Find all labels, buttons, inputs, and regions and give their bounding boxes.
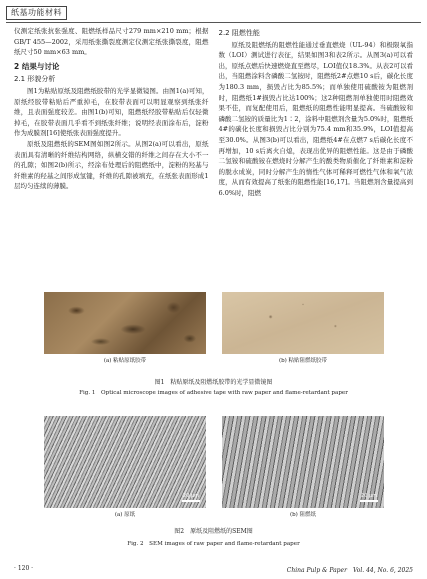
section-label: 纸基功能材料 xyxy=(6,6,67,20)
subfigure-label: (a) 粘贴原纸胶带 xyxy=(103,358,147,364)
paragraph: 原纸及阻燃纸的阻燃性能通过垂直燃烧（UL-94）和极限氧指数（LOI）测试进行表征，结果如图3和表2所示。从图3(a)可以看出，原纸点燃后快速燃烧直至燃尽，LOI值仅18.3%。从表2可以看出，当阻燃涂料含磷酸二氢铵时，阻燃纸2#点燃10 s后，碳化长度为180.3 mm，损毁占比为85.5%；而单独使用硫酸铵为阻燃剂时，阻燃纸1#损毁占比达100%；这2种阻燃剂单独使用时阻燃效果不佳，而复配使用后，阻燃纸的阻燃性能明显提高。当硫酸铵和磷酸二氢铵的质量比为1∶2，涂料中阻燃剂含量为5.0%时，阻燃纸4#的碳化长度和损毁占比分别为75.4 mm和35.9%，LOI值提高至30.0%。从图3(b)可以看出，阻燃纸4#在点燃7 s后碳化长度不再增加，10 s后离火自熄，表现出优异的阻燃性能。这是由于磷酸二氢铵和硫酸铵在燃烧时分解产生的酸类物质催化了纤维素和淀粉的脱水成炭，同时分解产生的惰性气体可稀释可燃性气体和氧气浓度，从而有效提高了纸张的阻燃性能[16,17]。当阻燃剂含量提高到6.0%时，阻燃 xyxy=(218,40,413,197)
figure-1 xyxy=(44,292,384,364)
page-footer xyxy=(14,565,413,574)
section-heading: 2 结果与讨论 xyxy=(14,61,60,71)
paragraph: 原纸及阻燃纸的SEM图如图2所示。从图2(a)可以看出，原纸表面具有清晰的纤维结构网络，纵横交错的纤维之间存在大小不一的孔隙；如图2(b)所示，经涂布处理后的阻燃纸中，淀粉的羟基与纤维素的羟基之间形成氢键，纤维的孔隙被填充，在纸张表面形成1层均匀连续的薄膜。 xyxy=(14,139,209,191)
left-column xyxy=(14,26,209,284)
sem-image-flame-retardant xyxy=(222,416,384,508)
figure-2a xyxy=(44,416,206,518)
subfigure-label: (b) 粘贴阻燃纸胶带 xyxy=(278,358,328,364)
subfigure-label: (a) 原纸 xyxy=(114,512,136,518)
journal-section-header xyxy=(6,6,67,20)
subsection-heading: 2.2 阻燃性能 xyxy=(218,29,260,37)
paragraph: 仪测定纸张抗张强度、阻燃纸样品尺寸279 mm×210 mm；根据GB/T 455—2002，采用纸张撕裂度测定仪测定纸张撕裂度，阻燃纸尺寸50 mm×63 mm。 xyxy=(14,27,209,57)
figure-1a xyxy=(44,292,206,364)
page-number: · 120 · xyxy=(14,565,34,572)
optical-image-raw-paper xyxy=(44,292,206,354)
figure-2 xyxy=(44,416,384,518)
sem-image-raw-paper xyxy=(44,416,206,508)
figure-1b xyxy=(222,292,384,364)
scale-bar xyxy=(360,493,378,502)
scale-label: 20 μm xyxy=(182,493,199,499)
optical-image-flame-retardant xyxy=(222,292,384,354)
figure-1-caption-en: Fig. 1 Optical microscope images of adhesive tape with raw paper and flame-retardant paper xyxy=(79,390,348,396)
figure-2b xyxy=(222,416,384,518)
paragraph: 图1为粘贴原纸及阻燃纸胶带的光学显微镜图。由图1(a)可知，原纸经胶带粘贴后严重掉毛，在胶带表面可以明显观察到纸张纤维，且表面强度较差。由图1(b)可知，阻燃纸经胶带粘贴后仅轻微掉毛，在胶带表面几乎看不到纸张纤维；说明经表面涂布后，淀粉作为成膜剂[16]使纸张表面强度提升。 xyxy=(14,86,209,138)
journal-info: China Pulp & Paper Vol. 44, No. 6, 2025 xyxy=(286,567,413,574)
figure-2-caption-en: Fig. 2 SEM images of raw paper and flame-retardant paper xyxy=(127,541,300,547)
figure-1-caption: 图1 粘贴原纸及阻燃纸胶带的光学显微镜图 xyxy=(154,379,273,386)
right-column xyxy=(219,26,414,284)
header-divider xyxy=(6,22,421,23)
scale-bar xyxy=(182,493,200,502)
scale-label: 20 μm xyxy=(360,493,377,499)
subsection-heading: 2.1 形貌分析 xyxy=(14,75,56,84)
body-text xyxy=(14,26,413,284)
figure-2-caption: 图2 原纸及阻燃纸的SEM图 xyxy=(174,528,253,535)
subfigure-label: (b) 阻燃纸 xyxy=(289,512,317,518)
